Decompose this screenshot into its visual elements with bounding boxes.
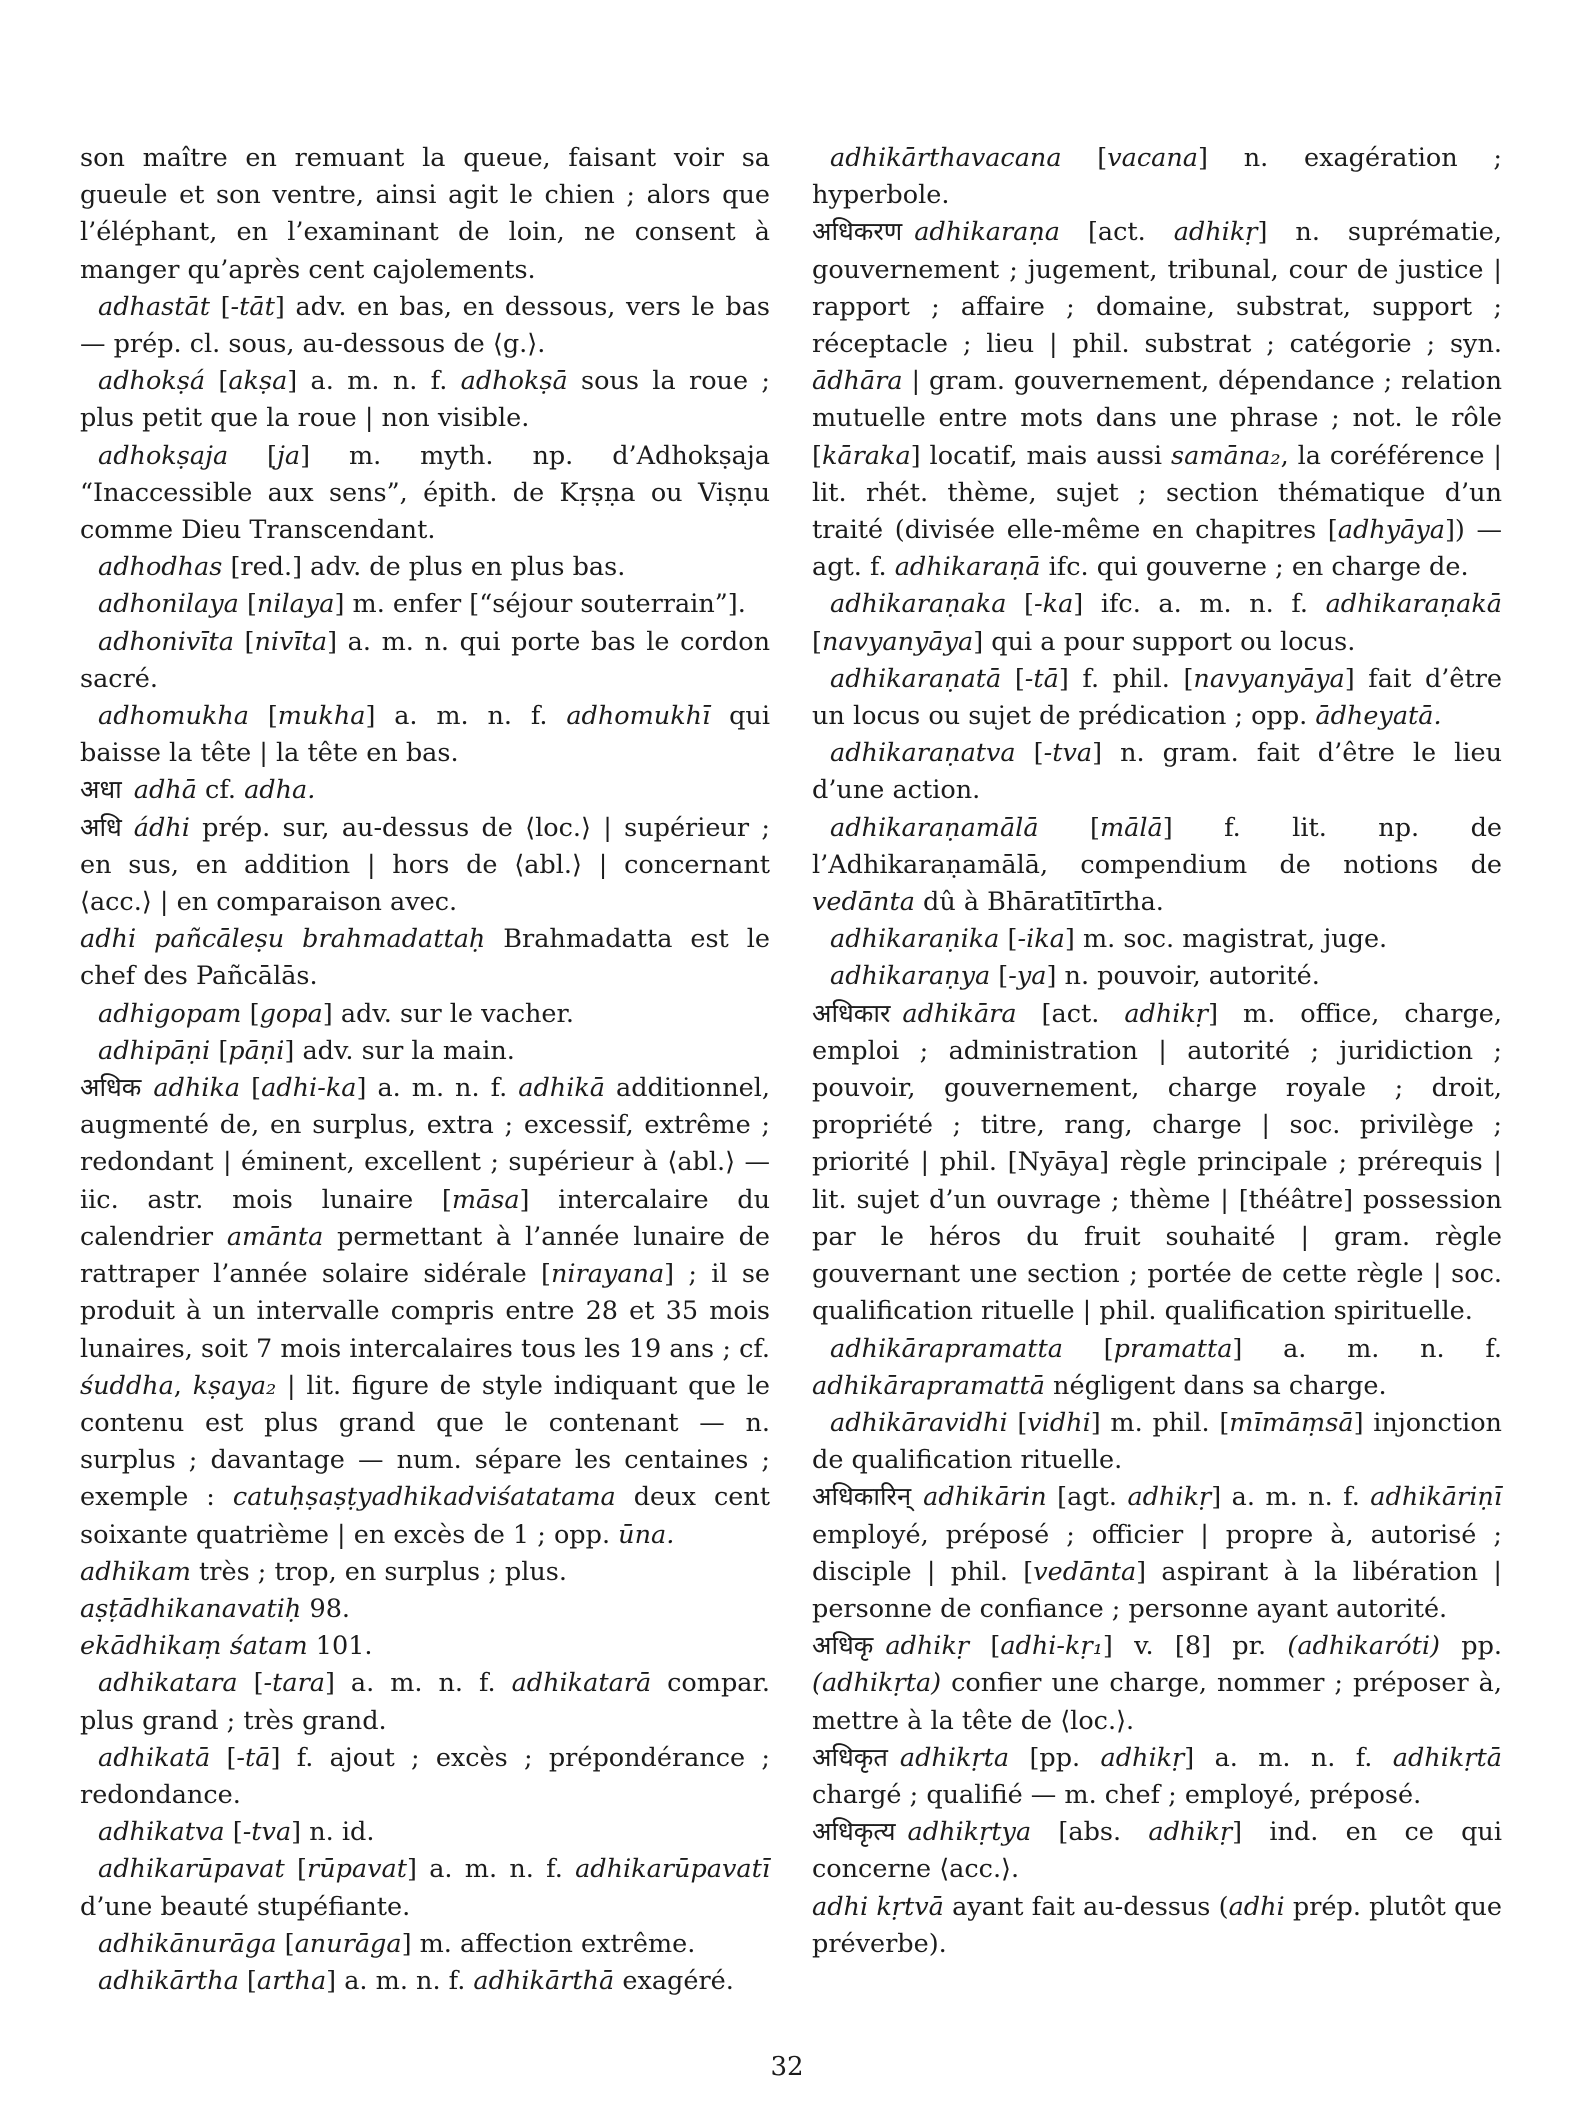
entry-text: [ xyxy=(1062,1333,1114,1364)
dictionary-entry xyxy=(812,1889,1502,1963)
entry-text: [ xyxy=(1061,143,1108,173)
italic-term: adhikārin xyxy=(923,1482,1047,1513)
entry-text: ] injonction de qualification rituelle. xyxy=(812,1407,1502,1476)
dictionary-entry xyxy=(812,1814,1502,1888)
italic-term: adhikarūpavatī xyxy=(575,1854,770,1885)
entry-text: | lit. figure de style indiquant que le contenu est plus grand que le contenant — n. surplus ; davantage — num. sépare les centaines ; exemple : xyxy=(80,1370,770,1513)
entry-text: prép. plutôt que préverbe). xyxy=(812,1891,1502,1959)
italic-term: adhodhas xyxy=(98,552,223,583)
italic-term: adhikatā xyxy=(98,1742,211,1773)
dictionary-entry xyxy=(80,1033,770,1070)
entry-text: employé, préposé ; officier | propre à, autorisé ; disciple | phil. [ xyxy=(812,1519,1502,1587)
dictionary-entry xyxy=(80,549,770,586)
italic-term: adhikarūpavat xyxy=(98,1854,285,1885)
entry-text: 101. xyxy=(307,1631,373,1662)
entry-text: [pp. xyxy=(1009,1742,1101,1773)
italic-term: adhikṛ xyxy=(1127,1482,1212,1513)
italic-term: -ka xyxy=(1034,589,1074,620)
entry-text: ] a. m. n. f. xyxy=(1211,1482,1371,1513)
italic-term: adhikṛtā xyxy=(1392,1742,1502,1773)
entry-text: [ xyxy=(238,589,257,620)
entry-text: [abs. xyxy=(1031,1817,1149,1848)
entry-text: [ xyxy=(210,1742,237,1773)
italic-term: adhikārapramattā xyxy=(812,1370,1045,1401)
entry-text: [ xyxy=(205,366,229,397)
italic-term: adhikaraṇa xyxy=(914,217,1061,248)
entry-text: [ xyxy=(1007,1407,1028,1438)
italic-term: vidhi xyxy=(1027,1407,1091,1438)
italic-term: adhikatva xyxy=(98,1817,225,1848)
dictionary-entry xyxy=(80,624,770,698)
italic-term: adhikam xyxy=(80,1556,191,1587)
italic-term: nivīta xyxy=(254,626,328,657)
entry-text: [ xyxy=(224,1817,243,1848)
italic-term: navyanyāya xyxy=(1193,663,1345,694)
entry-text: ] m. phil. [ xyxy=(1090,1407,1230,1438)
italic-term: adhikatarā xyxy=(511,1668,652,1699)
italic-term: vedānta xyxy=(1033,1556,1137,1587)
right-column xyxy=(812,140,1502,1963)
italic-term: adhikā xyxy=(518,1073,606,1104)
entry-text: [ xyxy=(209,291,231,322)
devanagari-headword: अधिकार xyxy=(812,998,891,1029)
entry-text: ] a. m. n. f. xyxy=(356,1073,519,1104)
entry-text: confier une charge, nommer ; préposer à, mettre à la tête de ⟨loc.⟩. xyxy=(812,1668,1502,1736)
italic-term: -tāt xyxy=(230,291,275,322)
dictionary-entry xyxy=(80,438,770,550)
entry-text: ] adv. sur la main. xyxy=(284,1035,515,1066)
italic-term: adhikṛ xyxy=(1100,1742,1185,1773)
italic-term: adhikatara xyxy=(98,1668,238,1699)
entry-text: ] n. gram. fait d’être le lieu d’une action. xyxy=(812,738,1502,806)
entry-text: [ xyxy=(233,626,255,657)
italic-term: vedānta xyxy=(812,887,915,918)
italic-term: mukha xyxy=(277,701,366,732)
dictionary-entry xyxy=(80,1926,770,1963)
dictionary-entry xyxy=(812,1331,1502,1405)
devanagari-headword: अधिकृत्य xyxy=(812,1817,896,1848)
italic-term: adhikaraṇya xyxy=(830,961,991,992)
italic-term: adhonivīta xyxy=(98,626,234,657)
page-number: 32 xyxy=(770,2052,804,2082)
entry-text: [ xyxy=(1001,663,1025,694)
entry-text: ] m. office, charge, emploi ; administration | autorité ; juridiction ; pouvoir, gouvernement, charge royale ; droit, propriété ; titre, rang, charge | soc. privilège ; priorité | phil. [Nyāya] règle principale ; prérequis | lit. sujet d’un ouvrage ; thème | [théâtre] possession par le héros du fruit souhaité | gram. règle gouvernant une section ; portée de cette règle | soc. qualification rituelle | phil. qualification spirituelle. xyxy=(812,998,1503,1327)
italic-term: adhokṣaja xyxy=(98,440,229,471)
entry-text: [ xyxy=(240,1073,262,1104)
italic-term: adhikāravidhi xyxy=(830,1407,1008,1438)
entry-text: ] m. affection extrême. xyxy=(401,1928,696,1959)
entry-text: cf. xyxy=(196,775,245,806)
italic-term: adhā xyxy=(133,775,197,806)
entry-text: ] aspirant à la libération | personne de confiance ; personne ayant autorité. xyxy=(812,1556,1502,1624)
italic-term: mālā xyxy=(1099,812,1163,843)
entry-text: ] n. id. xyxy=(291,1817,375,1848)
devanagari-headword: अधा xyxy=(80,775,122,806)
entry-text: [ xyxy=(812,626,822,657)
dictionary-entry xyxy=(812,921,1502,958)
entry-text: ] f. lit. np. de l’Adhikaraṇamālā, compendium de notions de xyxy=(812,812,1502,880)
entry-text: pp. xyxy=(1439,1631,1503,1662)
entry-text: négligent dans sa charge. xyxy=(1044,1370,1387,1401)
entry-text: ] f. ajout ; excès ; prépondérance ; redondance. xyxy=(80,1742,770,1810)
entry-text: ] ifc. a. m. n. f. xyxy=(1073,589,1326,620)
italic-term: śuddha xyxy=(80,1370,174,1401)
dictionary-entry xyxy=(812,140,1502,214)
entry-text: ] a. m. n. f. xyxy=(287,366,461,397)
dictionary-entry xyxy=(812,810,1502,922)
entry-text: ] m. soc. magistrat, juge. xyxy=(1064,924,1388,955)
italic-term: adhikāriṇī xyxy=(1370,1482,1502,1513)
italic-term: (adhikṛta) xyxy=(812,1668,942,1699)
italic-term: adhikaraṇatva xyxy=(830,738,1016,769)
entry-text: très ; trop, en surplus ; plus. xyxy=(190,1556,568,1587)
entry-text: deux cent soixante quatrième | en excès de 1 ; opp. xyxy=(80,1482,770,1550)
dictionary-entry xyxy=(80,140,770,289)
dictionary-entry xyxy=(80,1814,770,1851)
dictionary-entry xyxy=(80,1554,770,1591)
devanagari-headword: अधिकृ xyxy=(812,1631,874,1662)
entry-text: [ xyxy=(1038,812,1100,843)
italic-term: aṣṭādhikanavatiḥ xyxy=(80,1593,302,1624)
italic-term: adhikārtha xyxy=(98,1965,239,1996)
dictionary-entry xyxy=(80,586,770,623)
dictionary-entry xyxy=(812,661,1502,735)
entry-text: [ xyxy=(969,1631,1001,1662)
italic-term: adhikārthā xyxy=(473,1965,615,1996)
italic-term: ádhi xyxy=(133,812,190,843)
entry-text: ] a. m. n. f. xyxy=(1184,1742,1393,1773)
dictionary-entry xyxy=(812,1405,1502,1479)
italic-term: ja xyxy=(277,440,301,471)
italic-term: samāna₂ xyxy=(1171,440,1281,471)
italic-term: adhikānurāga xyxy=(98,1928,277,1959)
dictionary-entry xyxy=(80,772,770,809)
italic-term: ādheyatā. xyxy=(1315,701,1442,732)
entry-text: ayant fait au-dessus ( xyxy=(943,1891,1229,1922)
italic-term: ādhāra xyxy=(812,366,903,397)
italic-term: adhi-kṛ₁ xyxy=(1000,1631,1103,1662)
entry-text: ] adv. en bas, en dessous, vers le bas — prép. cl. sous, au-dessous de ⟨g.⟩. xyxy=(80,291,770,360)
italic-term: adhikṛ xyxy=(885,1631,970,1662)
entry-text: ] a. m. n. f. xyxy=(407,1854,576,1885)
italic-term: pramatta xyxy=(1113,1333,1233,1364)
italic-term: adhonilaya xyxy=(98,589,239,620)
entry-text: ] f. phil. [ xyxy=(1058,663,1194,694)
italic-term: adhikaraṇā xyxy=(894,552,1041,583)
dictionary-entry xyxy=(80,363,770,437)
dictionary-entry xyxy=(80,1963,770,2000)
italic-term: adhikaraṇika xyxy=(830,924,1000,955)
entry-text: , la coréférence | lit. rhét. thème, sujet ; section thématique d’un traité (divisée elle-même en chapitres [ xyxy=(812,440,1502,546)
italic-term: -tva xyxy=(242,1817,292,1848)
italic-term: adhyāya xyxy=(1337,515,1445,546)
entry-text: ] locatif, mais aussi xyxy=(910,440,1172,471)
entry-text: qui baisse la tête | la tête en bas. xyxy=(80,701,770,769)
entry-text: [ xyxy=(284,1854,307,1885)
italic-term: adhomukhī xyxy=(566,701,711,732)
entry-text: [agt. xyxy=(1046,1482,1128,1513)
entry-text: [ xyxy=(237,1668,264,1699)
entry-text: , xyxy=(173,1370,193,1401)
entry-text: ] n. suprématie, gouvernement ; jugement, tribunal, cour de justice | rapport ; affaire ; domaine, substrat, support ; réceptacle ; lieu | phil. substrat ; catégorie ; syn. xyxy=(812,217,1502,360)
entry-text: [ xyxy=(210,1035,229,1066)
italic-term: adhikaraṇamālā xyxy=(830,812,1039,843)
italic-term: -tā xyxy=(1024,663,1059,694)
italic-term: ūna. xyxy=(618,1519,675,1550)
dictionary-entry xyxy=(812,735,1502,809)
italic-term: adhigopam xyxy=(98,998,242,1029)
italic-term: -tara xyxy=(263,1668,325,1699)
italic-term: adhikṛ xyxy=(1148,1817,1233,1848)
entry-text: ] ; il se produit à un intervalle compris entre 28 et 35 mois lunaires, soit 7 mois intercalaires tous les 19 ans ; cf. xyxy=(80,1259,770,1364)
entry-text: compar. plus grand ; très grand. xyxy=(80,1668,770,1736)
entry-text: ] n. pouvoir, autorité. xyxy=(1046,961,1320,992)
italic-term: adhikāra xyxy=(902,998,1017,1029)
entry-text: ] fait d’être un locus ou sujet de prédication ; opp. xyxy=(812,663,1502,732)
italic-term: adhi pañcāleṣu brahmadattaḥ xyxy=(80,924,486,955)
entry-text: [ xyxy=(999,924,1018,955)
entry-text: d’une beauté stupéfiante. xyxy=(80,1891,411,1922)
entry-text: [ xyxy=(990,961,1009,992)
italic-term: adhipāṇi xyxy=(98,1035,211,1066)
entry-text: ifc. qui gouverne ; en charge de. xyxy=(1040,552,1469,583)
italic-term: -ya xyxy=(1008,961,1047,992)
italic-term: rūpavat xyxy=(307,1854,407,1885)
dictionary-entry xyxy=(80,289,770,363)
italic-term: adhi xyxy=(1228,1891,1285,1922)
italic-term: mīmāṃsā xyxy=(1229,1407,1354,1438)
entry-text: Brahmadatta est le chef des Pañcālās. xyxy=(80,924,770,992)
entry-text: dû à Bhāratītīrtha. xyxy=(914,887,1164,918)
entry-text: 98. xyxy=(301,1593,351,1624)
entry-text: [ xyxy=(248,701,278,732)
italic-term: adhastāt xyxy=(98,291,210,322)
entry-text: [ xyxy=(276,1928,295,1959)
entry-text: ] a. m. n. f. xyxy=(326,1965,474,1996)
italic-term: akṣa xyxy=(228,366,288,397)
entry-text: ] m. enfer [“séjour souterrain”]. xyxy=(334,589,746,620)
italic-term: adhokṣā xyxy=(460,366,568,397)
italic-term: adhi kṛtvā xyxy=(812,1891,944,1922)
entry-text: | gram. gouvernement, dépendance ; relation mutuelle entre mots dans une phrase ; not. le rôle [ xyxy=(812,366,1502,471)
entry-text: son maître en remuant la queue, faisant voir sa gueule et son ventre, ainsi agit le chien ; alors que l’éléphant, en l’examinant de loin, ne consent à manger qu’après cent cajolements. xyxy=(80,143,770,285)
devanagari-headword: अधिकृत xyxy=(812,1742,888,1773)
entry-text: [ xyxy=(241,998,260,1029)
italic-term: catuḥṣaṣṭyadhikadviśatatama xyxy=(232,1482,616,1513)
italic-term: kāraka xyxy=(821,440,911,471)
entry-text: [ xyxy=(1015,738,1044,769)
dictionary-entry xyxy=(80,1070,770,1554)
dictionary-entry xyxy=(812,586,1502,660)
dictionary-entry xyxy=(80,1665,770,1739)
devanagari-headword: अधि xyxy=(80,812,122,843)
italic-term: adhikṛta xyxy=(899,1742,1010,1773)
entry-text: [red.] adv. de plus en plus bas. xyxy=(222,552,626,583)
italic-term: māsa xyxy=(451,1184,520,1215)
italic-term: adhikaraṇaka xyxy=(830,589,1007,620)
italic-term: adhikārapramatta xyxy=(830,1333,1063,1364)
dictionary-entry xyxy=(80,996,770,1033)
entry-text: sous la roue ; plus petit que la roue | non visible. xyxy=(80,366,770,434)
entry-text: ] m. myth. np. d’Adhokṣaja “Inaccessible aux sens”, épith. de Kṛṣṇa ou Viṣṇu comme Dieu Transcendant. xyxy=(80,440,770,546)
entry-text: ] intercalaire du calendrier xyxy=(80,1184,771,1252)
entry-text: [act. xyxy=(1016,998,1125,1029)
italic-term: adhikṛtya xyxy=(907,1817,1032,1848)
italic-term: vacana xyxy=(1107,143,1198,173)
dictionary-entry xyxy=(812,958,1502,995)
italic-term: adhi-ka xyxy=(261,1073,357,1104)
dictionary-entry xyxy=(80,1628,770,1665)
entry-text: ] a. m. n. qui porte bas le cordon sacré. xyxy=(80,626,770,694)
italic-term: adhikaraṇatā xyxy=(830,663,1002,694)
italic-term: adhikārthavacana xyxy=(830,143,1062,173)
italic-term: amānta xyxy=(226,1221,324,1252)
entry-text: exagéré. xyxy=(614,1965,734,1996)
italic-term: adhomukha xyxy=(98,701,249,732)
italic-term: artha xyxy=(256,1965,327,1996)
devanagari-headword: अधिकरण xyxy=(812,217,903,248)
dictionary-entry xyxy=(812,1740,1502,1814)
italic-term: adhikṛ xyxy=(1173,217,1258,248)
dictionary-entry xyxy=(80,810,770,922)
italic-term: pāṇi xyxy=(228,1035,285,1066)
entry-text: chargé ; qualifié — m. chef ; employé, préposé. xyxy=(812,1779,1422,1810)
devanagari-headword: अधिक xyxy=(80,1073,142,1104)
italic-term: ekādhikaṃ śatam xyxy=(80,1631,308,1662)
entry-text: permettant à l’année lunaire de rattraper l’année solaire sidérale [ xyxy=(80,1221,770,1290)
dictionary-entry xyxy=(80,1851,770,1925)
dictionary-entry xyxy=(812,214,1502,586)
italic-term: adhika xyxy=(153,1073,241,1104)
italic-term: anurāga xyxy=(294,1928,402,1959)
italic-term: -tā xyxy=(236,1742,271,1773)
dictionary-entry xyxy=(80,1591,770,1628)
left-column xyxy=(80,140,770,2000)
entry-text: ] qui a pour support ou locus. xyxy=(973,626,1356,657)
dictionary-entry xyxy=(80,698,770,772)
dictionary-entry xyxy=(812,1628,1502,1740)
italic-term: navyanyāya xyxy=(821,626,974,657)
dictionary-entry xyxy=(812,1479,1502,1628)
italic-term: adha. xyxy=(244,775,316,806)
entry-text: ] adv. sur le vacher. xyxy=(322,998,574,1029)
entry-text: ] v. [8] pr. xyxy=(1102,1631,1288,1662)
entry-text: [ xyxy=(228,440,278,471)
entry-text: prép. sur, au-dessus de ⟨loc.⟩ | supérieur ; en sus, en addition | hors de ⟨abl.⟩ | concernant ⟨acc.⟩ | en comparaison avec. xyxy=(80,812,770,918)
italic-term: adhikaraṇakā xyxy=(1325,589,1503,620)
italic-term: kṣaya₂ xyxy=(192,1370,277,1401)
dictionary-entry xyxy=(80,921,770,995)
italic-term: nirayana xyxy=(550,1259,665,1290)
italic-term: -ika xyxy=(1017,924,1065,955)
entry-text: [ xyxy=(1006,589,1034,620)
dictionary-entry xyxy=(80,1740,770,1814)
italic-term: adhokṣá xyxy=(98,366,206,397)
dictionary-entry xyxy=(812,996,1502,1331)
entry-text: ] a. m. n. f. xyxy=(1232,1333,1502,1364)
entry-text: ] n. exagération ; hyperbole. xyxy=(812,143,1503,211)
italic-term: -tva xyxy=(1043,738,1093,769)
entry-text: [ xyxy=(238,1965,257,1996)
italic-term: nilaya xyxy=(256,589,335,620)
entry-text: ] ind. en ce qui concerne ⟨acc.⟩. xyxy=(812,1817,1502,1885)
entry-text: ] a. m. n. f. xyxy=(325,1668,512,1699)
entry-text: ] a. m. n. f. xyxy=(365,701,567,732)
entry-text: additionnel, augmenté de, en surplus, extra ; excessif, extrême ; redondant | éminent, excellent ; supérieur à ⟨abl.⟩ — iic. astr. mois lunaire [ xyxy=(80,1073,770,1215)
italic-term: (adhikaróti) xyxy=(1287,1631,1440,1662)
italic-term: adhikṛ xyxy=(1124,998,1209,1029)
entry-text: [act. xyxy=(1060,217,1174,248)
devanagari-headword: अधिकारिन् xyxy=(812,1482,912,1513)
italic-term: gopa xyxy=(259,998,323,1029)
entry-text: ]) — agt. f. xyxy=(812,515,1502,583)
